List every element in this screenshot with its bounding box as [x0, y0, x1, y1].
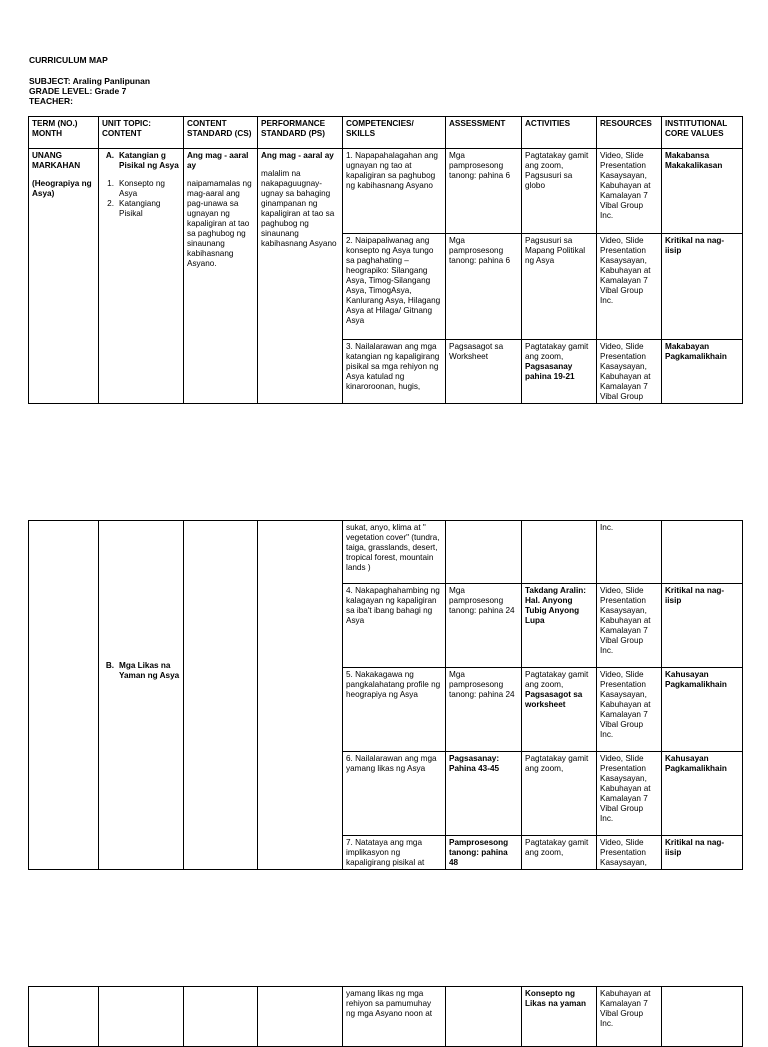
unit-cell — [99, 149, 184, 404]
curriculum-table-page3 — [28, 986, 743, 1047]
doc-title: CURRICULUM MAP — [29, 55, 108, 65]
curriculum-table-page2 — [28, 520, 743, 870]
resources-cell: Inc. — [597, 521, 662, 584]
table-row — [29, 149, 743, 234]
unit-a-title: Katangian g Pisikal ng Asya — [119, 151, 179, 170]
activities-cell: Pagtatakay gamit ang zoom, — [522, 752, 597, 836]
competency-cell: 2. Naipapaliwanag ang konsepto ng Asya tungo sa paghahating – heograpiko: Silangang Asya, Timog-Silangang Asya, TimogAsya, Kanlurang Asya, Hilagang Asya at Hilaga/ Gitnang Asya — [343, 234, 446, 340]
unit-a-letter: A. — [105, 151, 114, 160]
unit-b-title: Mga Likas na Yaman ng Asya — [119, 661, 180, 680]
curriculum-table-page1 — [28, 116, 743, 404]
activities-cell — [522, 340, 597, 404]
assessment-cell: Pamprosesong tanong: pahina 48 — [446, 836, 522, 870]
activities-cell-empty — [522, 521, 597, 584]
assessment-cell: Pagsasagot sa Worksheet — [446, 340, 522, 404]
unit-a-item-number: 1. — [107, 179, 114, 188]
cs-body: naipamamalas ng mag-aaral ang pag-unawa sa ugnayan ng kapaligiran at tao sa paghubog ng sinaunang kabihasnang Asyano. — [187, 179, 252, 268]
core-values-cell: Kritikal na nag-iisip — [662, 584, 743, 668]
core-values-cell: Kahusayan Pagkamalikhain — [662, 752, 743, 836]
activities-text: Pagtatakay gamit ang zoom, — [525, 342, 589, 361]
term-cell-empty — [29, 521, 99, 870]
resources-cell: Video, Slide Presentation Kasaysayan, Kabuhayan at Kamalayan 7 Vibal Group Inc. — [597, 234, 662, 340]
resources-cell: Video, Slide Presentation Kasaysayan, — [597, 836, 662, 870]
core-values-cell: Kahusayan Pagkamalikhain — [662, 668, 743, 752]
teacher-line: TEACHER: — [29, 96, 73, 106]
resources-cell: Kabuhayan at Kamalayan 7 Vibal Group Inc. — [597, 987, 662, 1047]
term-cell-empty — [29, 987, 99, 1047]
unit-a-item-number: 2. — [107, 199, 114, 208]
activities-cell: Pagsusuri sa Mapang Politikal ng Asya — [522, 234, 597, 340]
col-activities: ACTIVITIES — [522, 117, 597, 149]
competency-cell: 1. Napapahalagahan ang ugnayan ng tao at kapaligiran sa paghubog ng kabihasnang Asyano — [343, 149, 446, 234]
resources-cell: Video, Slide Presentation Kasaysayan, Kabuhayan at Kamalayan 7 Vibal Group Inc. — [597, 149, 662, 234]
resources-cell: Video, Slide Presentation Kasaysayan, Kabuhayan at Kamalayan 7 Vibal Group Inc. — [597, 752, 662, 836]
term-name: UNANG MARKAHAN — [32, 151, 81, 170]
competency-cell: sukat, anyo, klima at " vegetation cover" (tundra, taiga, grasslands, desert, tropical forest, mountain lands ) — [343, 521, 446, 584]
activities-cell — [522, 668, 597, 752]
ps-cell — [258, 149, 343, 404]
assessment-cell-empty — [446, 987, 522, 1047]
unit-a-item: Konsepto ng Asya — [119, 179, 165, 198]
header-row — [29, 117, 743, 149]
cs-cell-empty — [184, 521, 258, 870]
col-term: TERM (NO.) MONTH — [29, 117, 99, 149]
ps-body: malalim na nakapaguugnay-ugnay sa bahaging ginampanan ng kapaligiran at tao sa paghubog ng sinaunang kabihasnang Asyano — [261, 169, 337, 248]
core-values-cell: Kritikal na nag-iisip — [662, 836, 743, 870]
resources-cell: Video, Slide Presentation Kasaysayan, Kabuhayan at Kamalayan 7 Vibal Group Inc. — [597, 584, 662, 668]
core-values-cell-empty — [662, 521, 743, 584]
competency-cell: 3. Nailalarawan ang mga katangian ng kapaligirang pisikal sa mga rehiyon ng Asya katulad ng kinaroroonan, hugis, — [343, 340, 446, 404]
col-core-values: INSTITUTIONAL CORE VALUES — [662, 117, 743, 149]
unit-cell-empty — [99, 987, 184, 1047]
assessment-cell-empty — [446, 521, 522, 584]
activities-cell: Pagtatakay gamit ang zoom, — [522, 836, 597, 870]
ps-cell-empty — [258, 987, 343, 1047]
activities-cell: Konsepto ng Likas na yaman — [522, 987, 597, 1047]
unit-a-item: Katangiang Pisikal — [119, 199, 161, 218]
col-unit: UNIT TOPIC: CONTENT — [99, 117, 184, 149]
core-values-cell-empty — [662, 987, 743, 1047]
table-row — [29, 521, 743, 584]
activities-cell: Pagtatakay gamit ang zoom, Pagsusuri sa globo — [522, 149, 597, 234]
subject-line: SUBJECT: Araling Panlipunan — [29, 76, 151, 86]
resources-cell: Video, Slide Presentation Kasaysayan, Kabuhayan at Kamalayan 7 Vibal Group — [597, 340, 662, 404]
unit-b-letter: B. — [105, 661, 114, 670]
core-values-cell: Kritikal na nag-iisip — [662, 234, 743, 340]
assessment-cell: Mga pamprosesong tanong: pahina 24 — [446, 584, 522, 668]
cs-cell — [184, 149, 258, 404]
cs-lead: Ang mag - aaral ay — [187, 151, 249, 170]
assessment-cell: Mga pamprosesong tanong: pahina 24 — [446, 668, 522, 752]
activities-bold: Pagsasagot sa worksheet — [525, 690, 583, 709]
competency-cell: 5. Nakakagawa ng pangkalahatang profile ng heograpiya ng Asya — [343, 668, 446, 752]
activities-text: Pagtatakay gamit ang zoom, — [525, 670, 589, 689]
col-cs: CONTENT STANDARD (CS) — [184, 117, 258, 149]
cs-cell-empty — [184, 987, 258, 1047]
col-ps: PERFORMANCE STANDARD (PS) — [258, 117, 343, 149]
col-assessment: ASSESSMENT — [446, 117, 522, 149]
term-cell — [29, 149, 99, 404]
col-competencies: COMPETENCIES/ SKILLS — [343, 117, 446, 149]
resources-cell: Video, Slide Presentation Kasaysayan, Kabuhayan at Kamalayan 7 Vibal Group Inc. — [597, 668, 662, 752]
competency-cell: 6. Nailalarawan ang mga yamang likas ng Asya — [343, 752, 446, 836]
competency-cell: 4. Nakapaghahambing ng kalagayan ng kapaligiran sa iba't ibang bahagi ng Asya — [343, 584, 446, 668]
activities-bold: Pagsasanay pahina 19-21 — [525, 362, 575, 381]
assessment-cell: Mga pamprosesong tanong: pahina 6 — [446, 234, 522, 340]
ps-lead: Ang mag - aaral ay — [261, 151, 334, 160]
assessment-cell: Mga pamprosesong tanong: pahina 6 — [446, 149, 522, 234]
ps-cell-empty — [258, 521, 343, 870]
table-row — [29, 987, 743, 1047]
term-sub: (Heograpiya ng Asya) — [32, 179, 92, 198]
unit-cell — [99, 521, 184, 870]
assessment-cell: Pagsasanay: Pahina 43-45 — [446, 752, 522, 836]
competency-cell: yamang likas ng mga rehiyon sa pamumuhay ng mga Asyano noon at — [343, 987, 446, 1047]
col-resources: RESOURCES — [597, 117, 662, 149]
activities-cell: Takdang Aralin: Hal. Anyong Tubig Anyong Lupa — [522, 584, 597, 668]
competency-cell: 7. Natataya ang mga implikasyon ng kapaligirang pisikal at — [343, 836, 446, 870]
core-values-cell: Makabansa Makakalikasan — [662, 149, 743, 234]
grade-line: GRADE LEVEL: Grade 7 — [29, 86, 127, 96]
core-values-cell: Makabayan Pagkamalikhain — [662, 340, 743, 404]
